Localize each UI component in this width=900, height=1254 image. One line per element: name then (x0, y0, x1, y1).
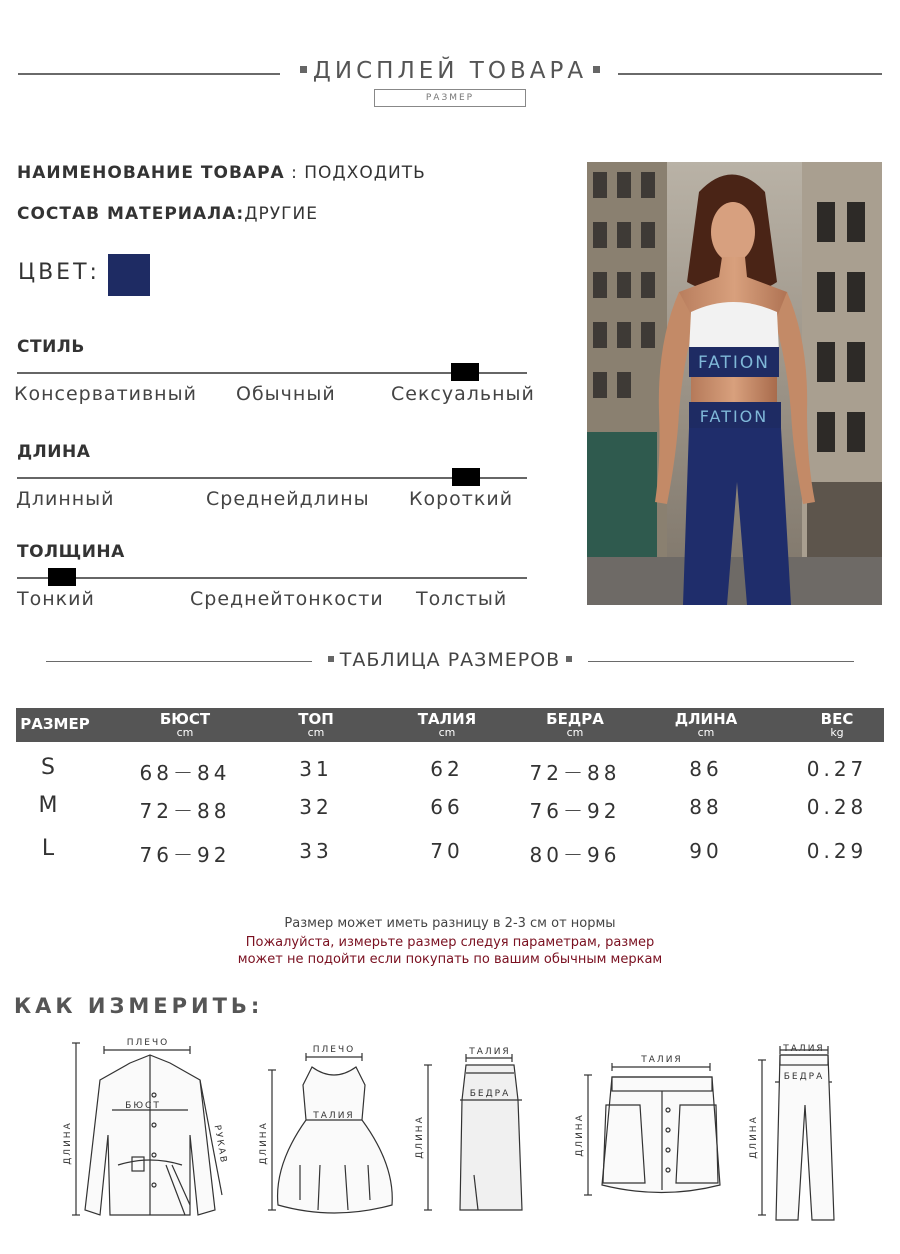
table-header-cell (397, 708, 497, 742)
table-cell: 32 (299, 795, 333, 819)
scale-label-thickness: Тонкий (17, 588, 95, 610)
jacket-length-label: ДЛИНА (63, 1121, 73, 1165)
scale-label-length: Среднейдлины (206, 488, 370, 510)
dress-waist-label: ТАЛИЯ (313, 1111, 355, 1121)
table-header-cell (787, 708, 887, 742)
page-title-text: ДИСПЛЕЙ ТОВАРА (312, 58, 588, 84)
scale-marker-style (451, 363, 479, 381)
table-cell: 66 (430, 795, 464, 819)
scale-title-style: СТИЛЬ (17, 337, 85, 357)
table-cell: 33 (299, 839, 333, 863)
shorts-length-label: ДЛИНА (575, 1113, 585, 1157)
size-cell: S (41, 755, 55, 780)
header-unit: cm (307, 726, 325, 739)
square-bullet-icon (328, 656, 334, 662)
scale-label-thickness: Толстый (416, 588, 508, 610)
square-bullet-icon (300, 66, 307, 73)
scale-marker-length (452, 468, 480, 486)
square-bullet-icon (593, 66, 600, 73)
pants-hips-label: БЕДРА (783, 1072, 825, 1082)
scale-label-style: Обычный (236, 383, 336, 405)
page-title (0, 58, 900, 84)
dress-shoulder-label: ПЛЕЧО (312, 1045, 356, 1055)
header-unit: cm (697, 726, 715, 739)
header-label: ВЕС (820, 710, 854, 728)
product-photo (587, 162, 882, 605)
header-label: ДЛИНА (674, 710, 738, 728)
header-unit: cm (438, 726, 456, 739)
how-to-measure-title: КАК ИЗМЕРИТЬ: (14, 994, 264, 1018)
scale-title-length: ДЛИНА (17, 442, 91, 462)
table-header-cell (266, 708, 366, 742)
skirt-diagram (424, 1054, 522, 1210)
table-cell: 0.28 (806, 795, 868, 819)
table-cell: 68－84 (139, 761, 231, 785)
model-photo-image (587, 162, 882, 605)
scale-marker-thickness (48, 568, 76, 586)
jacket-sleeve-label: РУКАВ (211, 1124, 229, 1166)
table-cell: 70 (430, 839, 464, 863)
skirt-waist-label: ТАЛИЯ (469, 1047, 511, 1057)
note-line-1: Размер может иметь разницу в 2-3 см от нормы (284, 916, 616, 931)
table-header-cell (135, 708, 235, 742)
product-name-value: : ПОДХОДИТЬ (291, 163, 426, 183)
table-cell: 0.27 (806, 757, 868, 781)
table-cell: 80－96 (529, 843, 621, 867)
pants-length-label: ДЛИНА (749, 1115, 759, 1159)
svg-text:FATION: FATION (697, 353, 771, 373)
header-label: БЮСТ (159, 710, 211, 728)
size-table-header (16, 708, 884, 742)
dress-diagram (268, 1053, 392, 1213)
product-name-line (17, 163, 426, 183)
note-line-2: Пожалуйста, измерьте размер следуя параметрам, размер (245, 935, 655, 950)
size-table-title (0, 649, 900, 671)
size-table-title-text: ТАБЛИЦА РАЗМЕРОВ (339, 649, 561, 671)
table-cell: 88 (689, 795, 723, 819)
material-label: СОСТАВ МАТЕРИАЛА: (17, 204, 245, 224)
page-subtitle: РАЗМЕР (374, 89, 526, 107)
header-unit: kg (830, 726, 844, 739)
scale-label-style: Сексуальный (391, 383, 535, 405)
color-swatch (108, 254, 150, 296)
material-value: ДРУГИЕ (244, 204, 318, 224)
shorts-waist-label: ТАЛИЯ (641, 1055, 683, 1065)
table-header-cell (5, 708, 105, 742)
pants-waist-label: ТАЛИЯ (783, 1044, 825, 1054)
header-unit: cm (176, 726, 194, 739)
table-cell: 72－88 (529, 761, 621, 785)
size-cell: M (38, 793, 58, 818)
table-cell: 72－88 (139, 799, 231, 823)
table-cell: 62 (430, 757, 464, 781)
svg-text:FATION: FATION (699, 407, 769, 426)
dress-length-label: ДЛИНА (259, 1121, 269, 1165)
scale-title-thickness: ТОЛЩИНА (17, 542, 125, 562)
header-unit: cm (566, 726, 584, 739)
header-label: БЕДРА (546, 710, 604, 728)
product-name-label: НАИМЕНОВАНИЕ ТОВАРА (17, 163, 285, 183)
table-cell: 76－92 (529, 799, 621, 823)
material-line (17, 204, 318, 224)
jacket-bust-label: БЮСТ (125, 1101, 161, 1111)
jacket-shoulder-label: ПЛЕЧО (126, 1038, 170, 1048)
scale-track-thickness (17, 577, 527, 579)
table-header-cell (656, 708, 756, 742)
table-cell: 86 (689, 757, 723, 781)
scale-label-length: Короткий (409, 488, 514, 510)
table-cell: 31 (299, 757, 333, 781)
skirt-hips-label: БЕДРА (469, 1089, 511, 1099)
size-cell: L (41, 836, 55, 861)
table-cell: 0.29 (806, 839, 868, 863)
table-header-cell (525, 708, 625, 742)
measurement-diagrams (0, 1025, 900, 1250)
note-line-3: может не подойти если покупать по вашим обычным меркам (237, 952, 663, 967)
square-bullet-icon (566, 656, 572, 662)
jacket-diagram (72, 1043, 222, 1215)
table-cell: 76－92 (139, 843, 231, 867)
scale-label-length: Длинный (16, 488, 115, 510)
skirt-length-label: ДЛИНА (415, 1115, 425, 1159)
header-label: РАЗМЕР (20, 715, 90, 733)
shorts-diagram (584, 1063, 720, 1195)
scale-label-thickness: Среднейтонкости (190, 588, 384, 610)
header-label: ТАЛИЯ (417, 710, 477, 728)
color-label: ЦВЕТ: (18, 260, 100, 285)
table-cell: 90 (689, 839, 723, 863)
header-label: ТОП (298, 710, 334, 728)
scale-track-length (17, 477, 527, 479)
scale-label-style: Консервативный (14, 383, 197, 405)
